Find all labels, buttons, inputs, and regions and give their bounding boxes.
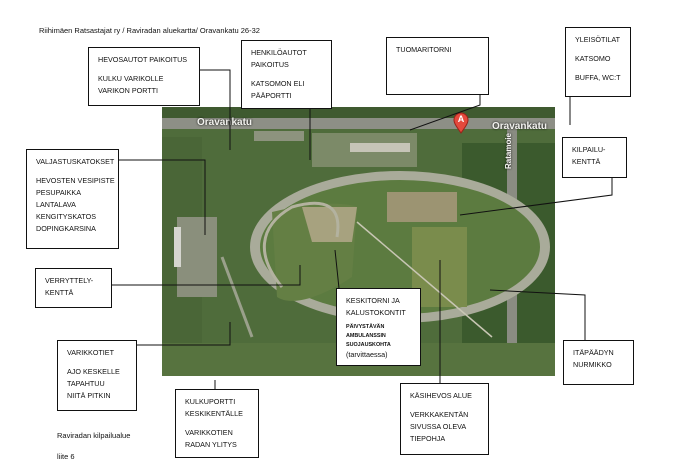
henkiloautot-line-3: KATSOMON ELI [251,79,305,88]
footer-appendix: liite 6 [57,452,75,461]
keskitorni-line-4: AMBULANSSIN [346,333,386,339]
tuomaritorni-line-1: TUOMARITORNI [396,45,452,54]
keskitorni-line-5: SUOJAUSKOHTA [346,342,391,348]
kulkuportti-line-4: RADAN YLITYS [185,440,237,449]
callout-keskitorni [336,288,421,366]
valjastus-line-5: KENGITYSKATOS [36,212,97,221]
hevosautot-line-2: KULKU VARIKOLLE [98,74,164,83]
keskitorni-line-3: PÄIVYSTÄVÄN [346,324,385,330]
callout-henkiloautot [241,40,332,109]
valjastus-line-1: VALJASTUSKATOKSET [36,157,115,166]
yleisotilat-line-2: KATSOMO [575,54,611,63]
henkiloautot-line-4: PÄÄPORTTI [251,91,292,100]
kasihevos-line-2: VERKKAKENTÄN [410,410,469,419]
street-label-right: Oravankatu [492,121,548,132]
callout-itapaady [563,340,634,385]
callout-yleisotilat [565,27,631,97]
street-label-left: Oravankatu [197,117,253,128]
itapaady-line-2: NURMIKKO [573,360,612,369]
varikkotiet-line-3: TAPAHTUU [67,379,105,388]
street-label-vertical: Ratamoie [504,132,513,169]
henkiloautot-line-1: HENKILÖAUTOT [251,48,307,57]
yleisotilat-line-3: BUFFA, WC:T [575,73,621,82]
hevosautot-line-3: VARIKON PORTTI [98,86,159,95]
kulkuportti-line-3: VARIKKOTIEN [185,428,233,437]
itapaady-line-1: ITÄPÄÄDYN [573,348,614,357]
callout-varikkotiet [57,340,137,411]
callout-kasihevos [400,383,489,455]
valjastus-line-4: LANTALAVA [36,200,76,209]
verryttely-line-1: VERRYTTELY- [45,276,94,285]
callout-kulkuportti [175,389,259,458]
yleisotilat-line-1: YLEISÖTILAT [575,35,621,44]
callout-hevosautot [88,47,200,106]
kulkuportti-line-1: KULKUPORTTI [185,397,236,406]
kasihevos-line-1: KÄSIHEVOS ALUE [410,391,472,400]
callout-verryttely [35,268,112,308]
kasihevos-line-4: TIEPOHJA [410,434,446,443]
hevosautot-line-1: HEVOSAUTOT PAIKOITUS [98,55,188,64]
callout-kilpailukentta [562,137,627,178]
keskitorni-line-1: KESKITORNI JA [346,296,400,305]
valjastus-line-3: PESUPAIKKA [36,188,82,197]
varikkotiet-line-2: AJO KESKELLE [67,367,120,376]
kasihevos-line-3: SIVUSSA OLEVA [410,422,467,431]
varikkotiet-line-4: NIITÄ PITKIN [67,391,111,400]
keskitorni-line-2: KALUSTOKONTIT [346,308,406,317]
verryttely-line-2: KENTTÄ [45,288,74,297]
kulkuportti-line-2: KESKIKENTÄLLE [185,409,243,418]
callout-tuomaritorni [386,37,489,95]
pin-label: A [457,114,465,124]
callout-valjastus [26,149,119,249]
henkiloautot-line-2: PAIKOITUS [251,60,289,69]
page-title: Riihimäen Ratsastajat ry / Raviradan aluekartta/ Oravankatu 26-32 [39,26,260,35]
location-pin-icon[interactable] [453,112,469,134]
varikkotiet-line-1: VARIKKOTIET [67,348,114,357]
footer-caption: Raviradan kilpailualue [57,431,131,440]
kilpailukentta-line-2: KENTTÄ [572,157,601,166]
keskitorni-line-6: (tarvittaessa) [346,350,388,359]
kilpailukentta-line-1: KILPAILU- [572,145,606,154]
valjastus-line-2: HEVOSTEN VESIPISTE [36,176,115,185]
valjastus-line-6: DOPINGKARSINA [36,224,96,233]
